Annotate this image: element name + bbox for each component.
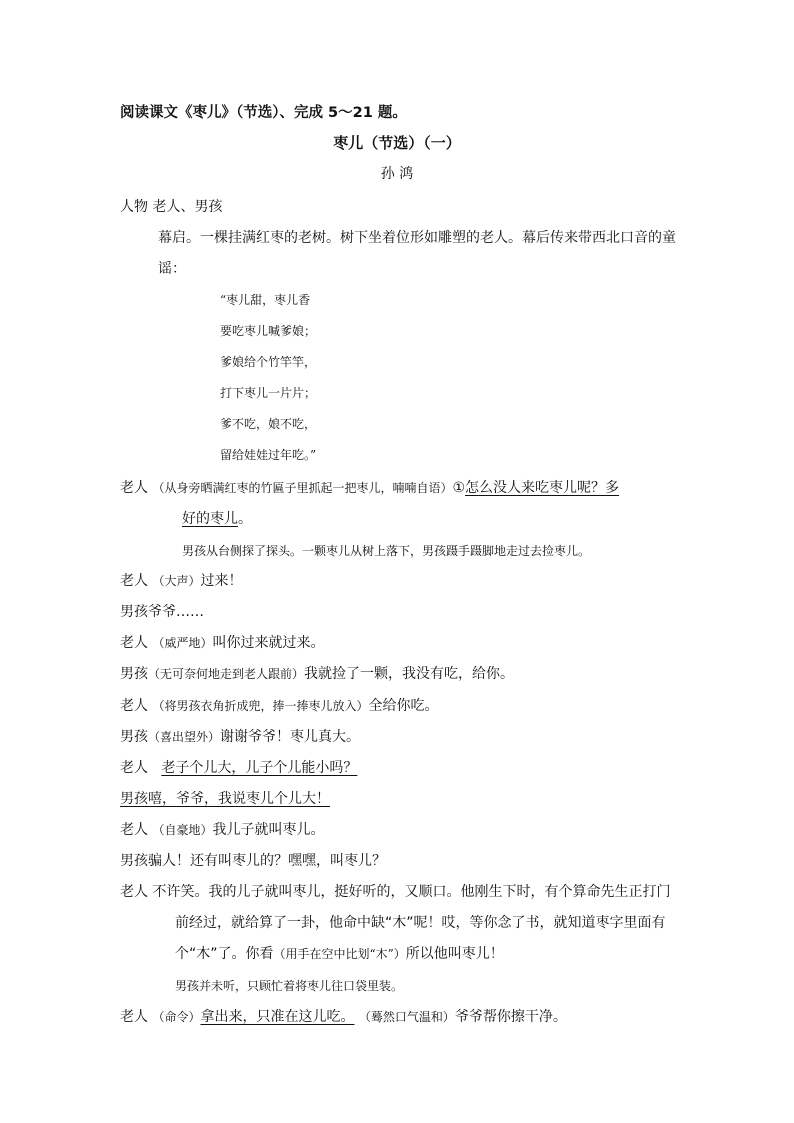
scene-line-2: 谣： bbox=[158, 261, 186, 277]
stage-direction: （自豪地） bbox=[152, 823, 213, 837]
speaker: 老人 bbox=[120, 480, 148, 496]
stage-direction: （用手在空中比划“木”） bbox=[273, 947, 406, 961]
dialogue-line: 男孩骗人！还有叫枣儿的？嘿嘿，叫枣儿？ bbox=[120, 853, 386, 869]
author: 孙 鸿 bbox=[380, 166, 414, 182]
underlined-text: 嘻，爷爷，我说枣儿个儿大！ bbox=[148, 791, 330, 807]
song-line: “枣儿甜，枣儿香 bbox=[220, 293, 311, 307]
speaker: 老人 bbox=[120, 760, 148, 776]
underlined-text: 好的枣儿 bbox=[182, 511, 238, 527]
stage-direction: （喜出望外） bbox=[148, 730, 221, 744]
stage-direction: （威严地） bbox=[152, 636, 213, 650]
stage-direction: （命令） bbox=[152, 1010, 201, 1024]
stage-direction: （大声） bbox=[152, 574, 201, 588]
dialogue-text: 我儿子就叫枣儿。 bbox=[212, 822, 325, 838]
dialogue-continuation bbox=[175, 944, 504, 964]
dialogue-line bbox=[120, 633, 324, 653]
stage-direction: （将男孩衣角折成兜，捧一捧枣儿放入） bbox=[152, 699, 369, 713]
dialogue-text: 全给你吃。 bbox=[368, 698, 439, 714]
song-line: 要吃枣儿喊爹娘； bbox=[220, 324, 317, 338]
song-line: 留给娃娃过年吃。” bbox=[220, 448, 317, 462]
dialogue-line bbox=[120, 820, 324, 840]
speaker: 老人 bbox=[120, 822, 148, 838]
play-title: 枣儿（节选）（一） bbox=[333, 134, 461, 152]
dialogue-line bbox=[120, 696, 438, 716]
dialogue-line bbox=[120, 1007, 567, 1027]
song-line: 爹不吃，娘不吃， bbox=[220, 417, 317, 431]
stage-direction-line: 男孩并未听，只顾忙着将枣儿往口袋里装。 bbox=[175, 979, 404, 993]
speaker: 男孩 bbox=[120, 666, 148, 682]
speaker: 老人 bbox=[120, 573, 148, 589]
dialogue-text: 爷爷帮你擦干净。 bbox=[454, 1009, 567, 1025]
dialogue-text: 不许笑。我的儿子就叫枣儿，挺好听的，又顺口。他刚生下时，有个算命先生正打门 bbox=[152, 884, 671, 900]
instruction: 阅读课文《枣儿》（节选）、完成 5～21 题。 bbox=[120, 105, 407, 121]
dialogue-continuation: 前经过，就给算了一卦，他命中缺“木”呢！哎，等你念了书，就知道枣字里面有 bbox=[175, 915, 666, 931]
dialogue-line bbox=[120, 664, 514, 684]
speaker: 老人 bbox=[120, 884, 148, 900]
stage-direction: （蓦然口气温和） bbox=[358, 1010, 455, 1024]
question-number: ① bbox=[452, 480, 466, 496]
dialogue-line bbox=[120, 571, 242, 591]
song-line: 打下枣儿一片片； bbox=[220, 386, 317, 400]
stage-direction-line: 男孩从台侧探了探头。一颗枣儿从树上落下，男孩蹑手蹑脚地走过去捡枣儿。 bbox=[182, 544, 591, 558]
dialogue-text: 个“木”了。你看 bbox=[175, 946, 274, 962]
dialogue-line bbox=[120, 882, 670, 902]
speaker: 老人 bbox=[120, 698, 148, 714]
dialogue-line bbox=[120, 727, 360, 747]
speaker: 老人 bbox=[120, 1009, 148, 1025]
dialogue-text: 谢谢爷爷！枣儿真大。 bbox=[220, 729, 361, 745]
speaker: 男孩 bbox=[120, 791, 148, 807]
dialogue-text: 叫你过来就过来。 bbox=[212, 635, 325, 651]
scene-line-1: 幕启。一棵挂满红枣的老树。树下坐着位形如雕塑的老人。幕后传来带西北口音的童 bbox=[158, 230, 676, 246]
dialogue-text: 所以他叫枣儿！ bbox=[405, 946, 504, 962]
dialogue-text: 过来！ bbox=[200, 573, 243, 589]
stage-direction: （从身旁晒满红枣的竹匾子里抓起一把枣儿，喃喃自语） bbox=[152, 481, 453, 495]
song-line: 爹娘给个竹竿竿， bbox=[220, 355, 317, 369]
dialogue-line bbox=[120, 478, 619, 498]
speaker: 男孩 bbox=[120, 729, 148, 745]
dialogue-line: 男孩爷爷…… bbox=[120, 604, 204, 620]
underlined-text: 怎么没人来吃枣儿呢？多 bbox=[465, 480, 620, 496]
speaker: 老人 bbox=[120, 635, 148, 651]
dialogue-text: 我就捡了一颗，我没有吃，给你。 bbox=[304, 666, 515, 682]
characters-line: 人物 老人、男孩 bbox=[120, 199, 223, 215]
dialogue-line bbox=[120, 789, 330, 809]
dialogue-line bbox=[120, 758, 357, 778]
underlined-text: 老子个儿大，儿子个儿能小吗？ bbox=[161, 760, 358, 776]
stage-direction: （无可奈何地走到老人跟前） bbox=[148, 667, 305, 681]
punctuation: 。 bbox=[238, 511, 252, 527]
underlined-text: 拿出来，只准在这儿吃。 bbox=[200, 1009, 355, 1025]
dialogue-continuation bbox=[182, 509, 252, 529]
